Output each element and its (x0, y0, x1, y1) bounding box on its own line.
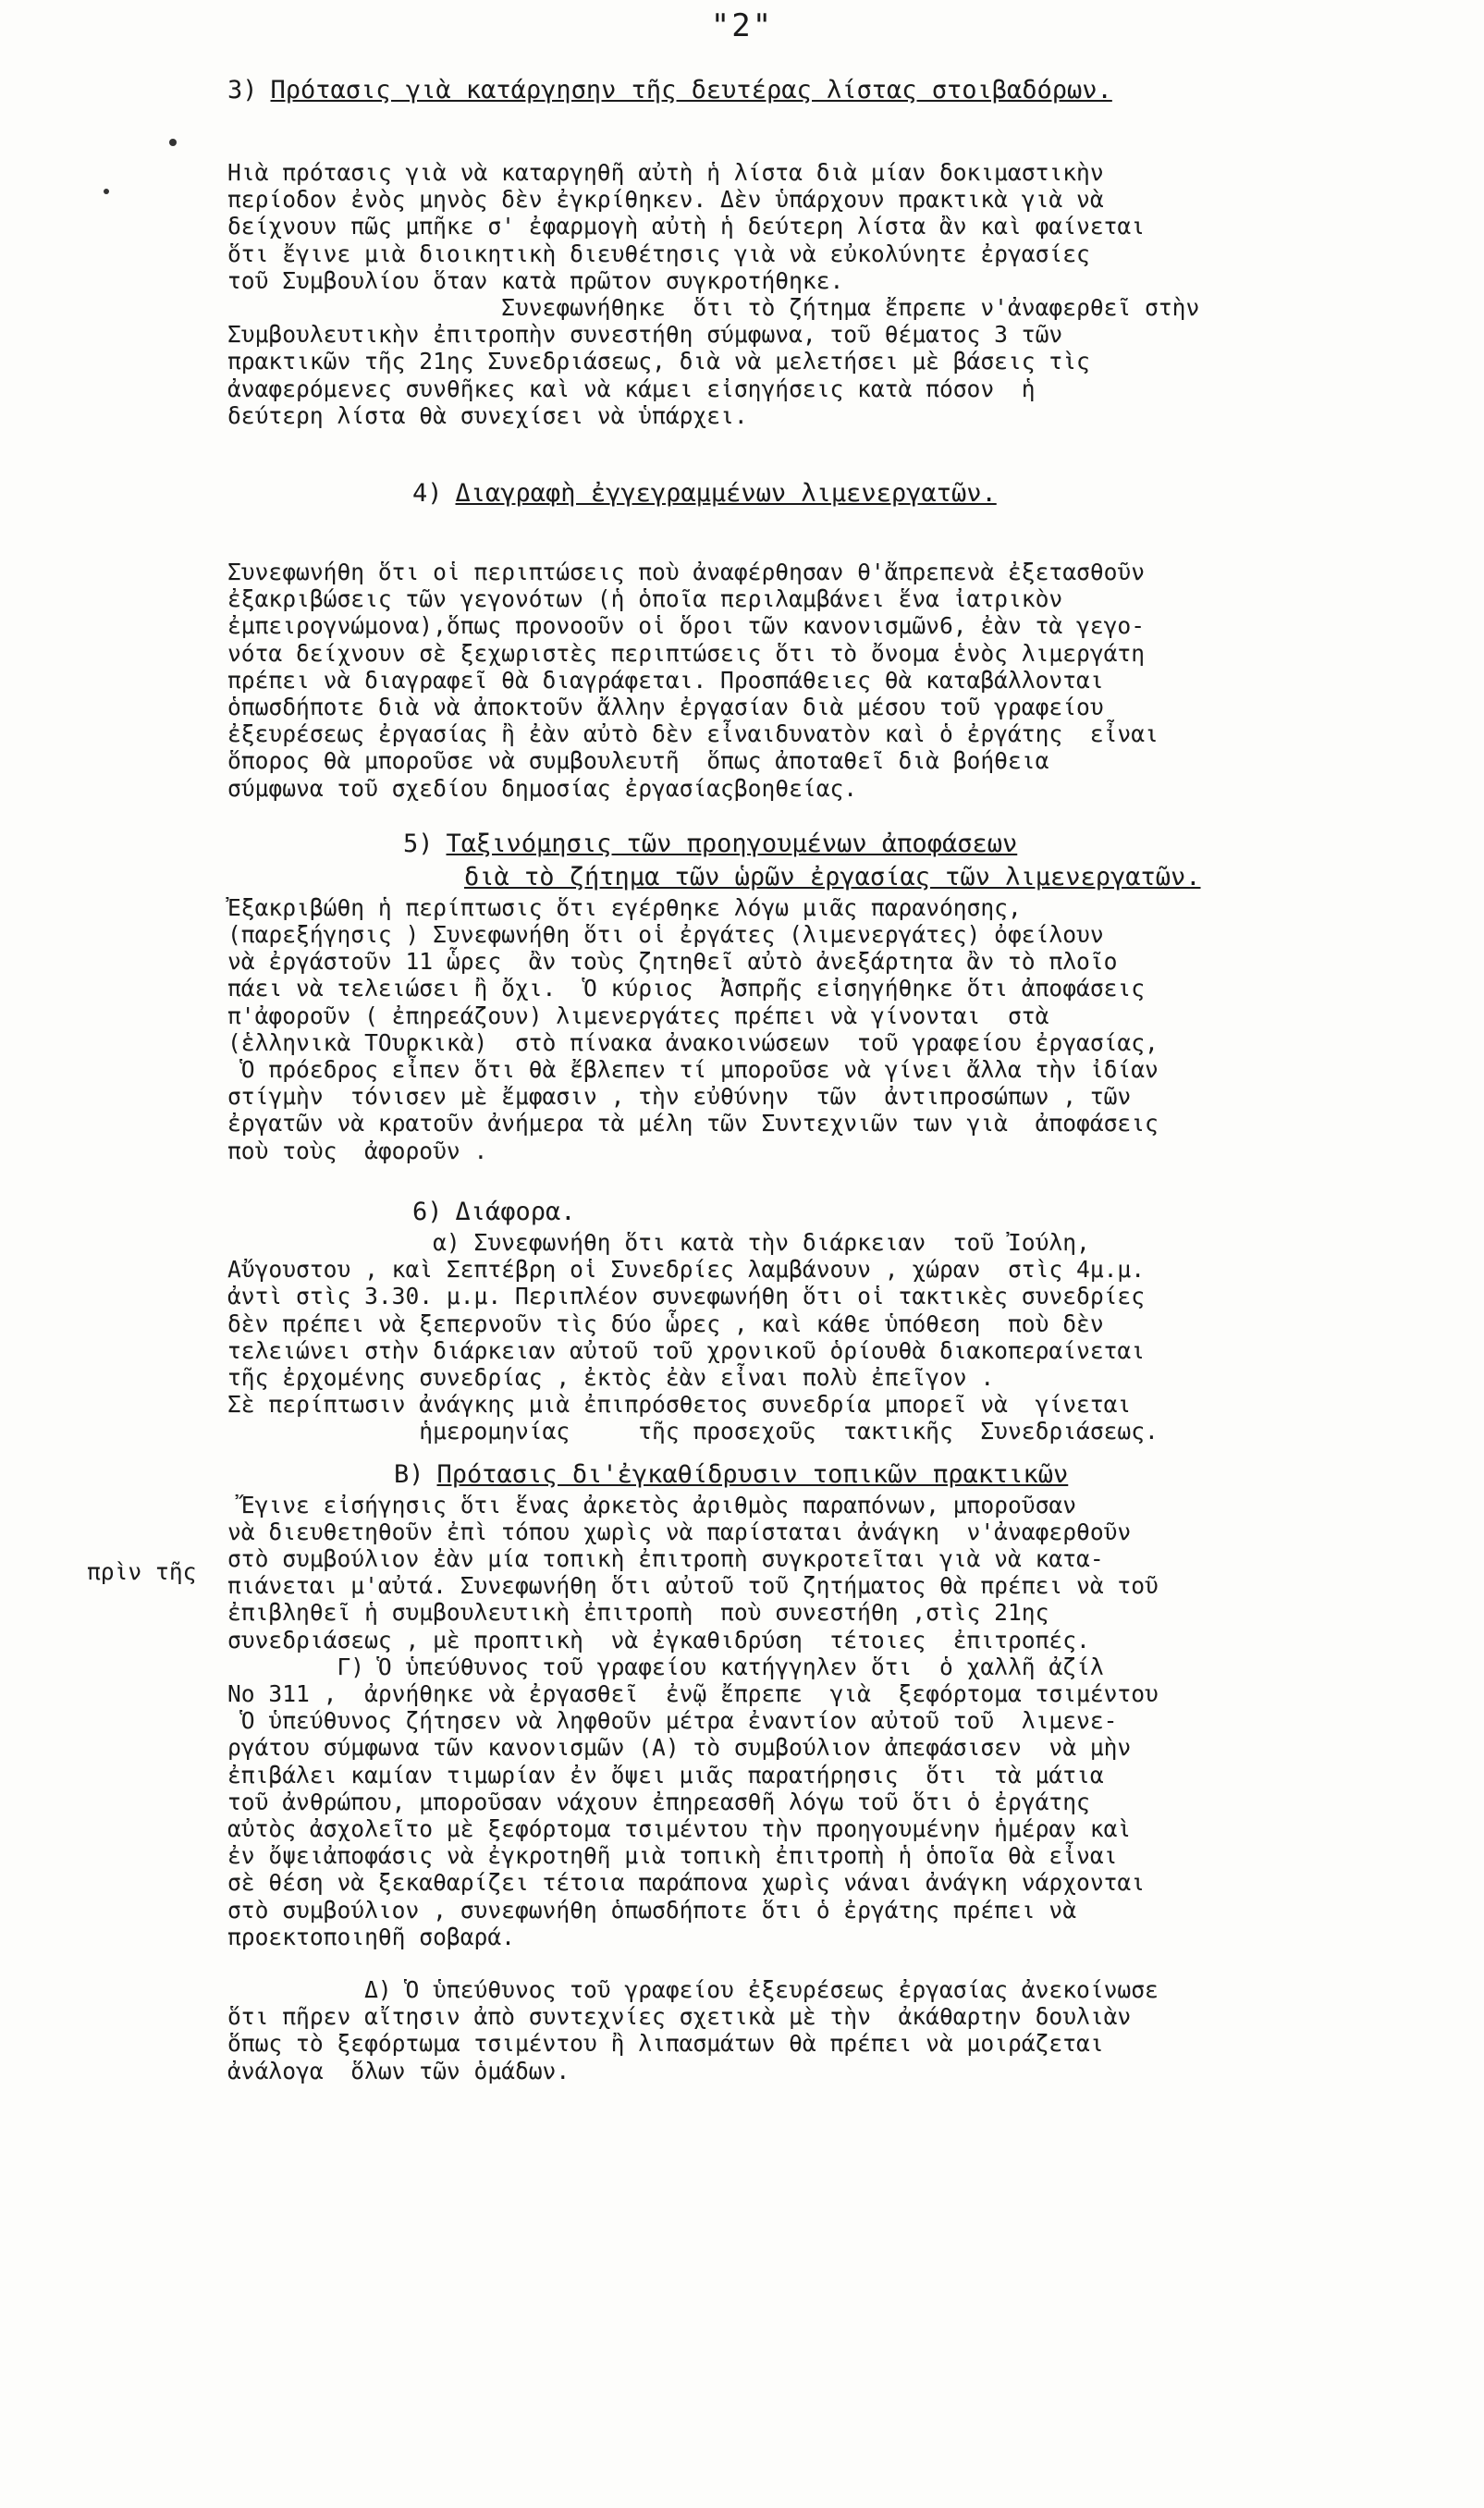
text-line: Αὔγουστου , καὶ Σεπτέβρη οἱ Συνεδρίες λαμβάνουν , χώραν στὶς 4μ.μ. (227, 1256, 1146, 1284)
text-line: Νο 311 , ἀρνήθηκε νὰ ἐργασθεῖ ἐνῷ ἔπρεπε γιὰ ξεφόρτομα τσιμέντου (227, 1679, 1159, 1707)
text-line: Ὁ ὑπεύθυνος ζήτησεν νὰ ληφθοῦν μέτρα ἐναντίον αὐτοῦ τοῦ λιμενε- (227, 1707, 1118, 1735)
text-line: στίγμὴν τόνισεν μὲ ἔμφασιν , τὴν εὐθύνην τῶν ἀντιπροσώπων , τῶν (227, 1083, 1132, 1111)
text-line: ἐν ὄψειἀποφάσις νὰ ἐγκροτηθῆ μιὰ τοπικὴ ἐπιτροπὴ ἡ ὁποῖα θὰ εἶναι (227, 1842, 1118, 1870)
text-line: ἡμερομηνίας τῆς προσεχοῦς τακτικῆς Συνεδριάσεως. (227, 1418, 1159, 1445)
text-line: ἐργατῶν νὰ κρατοῦν ἀνήμερα τὰ μέλη τῶν Συντεχνιῶν των γιὰ ἀποφάσεις (227, 1110, 1159, 1137)
page-number: "2" (710, 7, 774, 44)
text-line: πάει νὰ τελειώσει ἢ ὄχι. Ὁ κύριος Ἀσπρῆς εἰσηγήθηκε ὅτι ἀποφάσεις (227, 975, 1146, 1002)
text-line: Γ) Ὁ ὑπεύθυνος τοῦ γραφείου κατήγγηλεν ὅτι ὁ χαλλῆ ἀζίλ (227, 1653, 1104, 1680)
text-line: π'ἀφοροῦν ( ἐπηρεάζουν) λιμενεργάτες πρέπει νὰ γίνονται στὰ (227, 1002, 1049, 1029)
section-5-heading (227, 828, 1478, 861)
text-line: νὰ ἐργάστοῦν 11 ὧρες ἂν τοὺς ζητηθεῖ αὐτὸ ἀνεξάρτητα ἂν τὸ πλοῖο (227, 948, 1118, 976)
text-line: Ηιὰ πρότασις γιὰ νὰ καταργηθῆ αὐτὴ ἡ λίστα διὰ μίαν δοκιμαστικὴν (227, 159, 1104, 186)
ink-mark (169, 139, 177, 146)
text-line: νότα δείχνουν σὲ ξεχωριστὲς περιπτώσεις ὅτι τὸ ὄνομα ἑνὸς λιμεργάτη (227, 639, 1146, 667)
text-line: Σὲ περίπτωσιν ἀνάγκης μιὰ ἐπιπρόσθετος συνεδρία μπορεῖ νὰ γίνεται (227, 1391, 1132, 1419)
text-line: ἐμπειρογνώμονα),ὅπως προνοοῦν οἱ ὅροι τῶν κανονισμῶν6, ἐὰν τὰ γεγο- (227, 612, 1146, 640)
text-line: σύμφωνα τοῦ σχεδίου δημοσίας ἐργασίαςβοηθείας. (227, 774, 858, 802)
section-3-heading (227, 74, 1478, 107)
text-line: ὅτι ἔγινε μιὰ διοικητικὴ διευθέτησις γιὰ νὰ εὐκολύνητε ἐργασίες (227, 240, 1090, 267)
text-line: δεύτερη λίστα θὰ συνεχίσει νὰ ὑπάρχει. (227, 401, 748, 429)
section-title: Διάφορα. (455, 1197, 576, 1226)
text-line: ἐξευρέσεως ἐργασίας ἢ ἐὰν αὐτὸ δὲν εἶναιδυνατὸν καὶ ὁ ἐργάτης εἶναι (227, 720, 1159, 748)
section-b-body (227, 1492, 1478, 1654)
document-body (227, 74, 1478, 2084)
section-5-heading-line2 (227, 861, 1478, 894)
section-4-body (227, 559, 1478, 802)
text-line: (παρεξήγησις ) Συνεφωνήθη ὅτι οἱ ἐργάτες (λιμενεργάτες) ὀφείλουν (227, 921, 1104, 949)
section-3-body (227, 159, 1478, 429)
text-line: α) Συνεφωνήθη ὅτι κατὰ τὴν διάρκειαν τοῦ Ἰούλη, (227, 1228, 1090, 1256)
text-line: στὸ συμβούλιον ἐὰν μία τοπικὴ ἐπιτροπὴ συγκροτεῖται γιὰ νὰ κατα- (227, 1544, 1104, 1572)
text-line: Συνεφωνήθη ὅτι οἱ περιπτώσεις ποὺ ἀναφέρθησαν θ'ἄπρεπενὰ ἐξετασθοῦν (227, 559, 1146, 586)
text-line: Συμβουλευτικὴν ἐπιτροπὴν συνεστήθη σύμφωνα, τοῦ θέματος 3 τῶν (227, 321, 1063, 349)
text-line: ἀναφερόμενες συνθῆκες καὶ νὰ κάμει εἰσηγήσεις κατὰ πόσον ἡ (227, 375, 1036, 402)
ink-mark (104, 189, 109, 194)
section-number: 4) (412, 479, 443, 509)
text-line: τοῦ ἀνθρώπου, μποροῦσαν νάχουν ἐπηρεασθῆ λόγω τοῦ ὅτι ὁ ἐργάτης (227, 1788, 1090, 1815)
section-title: Ταξινόμησις τῶν προηγουμένων ἀποφάσεων (446, 829, 1018, 858)
text-line: αὐτὸς ἀσχολεῖτο μὲ ξεφόρτομα τσιμέντου τὴν προηγουμένην ἡμέραν καὶ (227, 1814, 1132, 1842)
text-line: πιάνεται μ'αὐτά. Συνεφωνήθη ὅτι αὐτοῦ τοῦ ζητήματος θὰ πρέπει νὰ τοῦ (227, 1572, 1159, 1600)
text-line: τελειώνει στὴν διάρκειαν αὐτοῦ τοῦ χρονικοῦ ὁρίουθὰ διακοπεραίνεται (227, 1336, 1146, 1364)
text-line: πρέπει νὰ διαγραφεῖ θὰ διαγράφεται. Προσπάθειες θὰ καταβάλλονται (227, 666, 1104, 694)
section-title: διὰ τὸ ζήτημα τῶν ὡρῶν ἐργασίας τῶν λιμενεργατῶν. (464, 862, 1201, 891)
text-line: ἐπιβληθεῖ ἡ συμβουλευτικὴ ἐπιτροπὴ ποὺ συνεστήθη ,στὶς 21ης (227, 1599, 1049, 1627)
section-6-body (227, 1229, 1478, 1445)
text-line: Ἔγινε εἰσήγησις ὅτι ἕνας ἀρκετὸς ἀριθμὸς παραπόνων, μποροῦσαν (227, 1491, 1077, 1518)
text-line: στὸ συμβούλιον , συνεφωνήθη ὁπωσδήποτε ὅτι ὁ ἐργάτης πρέπει νὰ (227, 1896, 1077, 1924)
text-line: τοῦ Συμβουλίου ὅταν κατὰ πρῶτον συγκροτήθηκε. (227, 266, 844, 294)
text-line: (ἑλληνικὰ ΤΟυρκικὰ) στὸ πίνακα ἀνακοινώσεων τοῦ γραφείου ἐργασίας, (227, 1028, 1159, 1056)
text-line: ἀνάλογα ὅλων τῶν ὁμάδων. (227, 2057, 570, 2084)
text-line: συνεδριάσεως , μὲ προπτικὴ νὰ ἐγκαθιδρύση τέτοιες ἐπιτροπές. (227, 1626, 1090, 1654)
section-4-heading (227, 477, 1478, 510)
section-title: Πρότασις δι'ἐγκαθίδρυσιν τοπικῶν πρακτικῶν (436, 1459, 1069, 1489)
section-d-body (227, 1976, 1478, 2084)
text-line: δείχνουν πῶς μπῆκε σ' ἐφαρμογὴ αὐτὴ ἡ δεύτερη λίστα ἂν καὶ φαίνεται (227, 213, 1146, 240)
margin-note: πρὶν τῆς (87, 1558, 197, 1585)
text-line: δὲν πρέπει νὰ ξεπερνοῦν τὶς δύο ὧρες , καὶ κάθε ὑπόθεση ποὺ δὲν (227, 1309, 1104, 1337)
text-line: νὰ διευθετηθοῦν ἐπὶ τόπου χωρὶς νὰ παρίσταται ἀνάγκη ν'ἀναφερθοῦν (227, 1518, 1132, 1545)
section-g-body (227, 1654, 1478, 1950)
text-line: πρακτικῶν τῆς 21ης Συνεδριάσεως, διὰ νὰ μελετήσει μὲ βάσεις τὶς (227, 348, 1090, 375)
text-line: σὲ θέση νὰ ξεκαθαρίζει τέτοια παράπονα χωρὶς νάναι ἀνάγκη νάρχονται (227, 1869, 1146, 1897)
text-line: περίοδον ἐνὸς μηνὸς δὲν ἐγκρίθηκεν. Δὲν ὑπάρχουν πρακτικὰ γιὰ νὰ (227, 186, 1104, 214)
section-6-heading (227, 1196, 1478, 1229)
text-line: Συνεφωνήθηκε ὅτι τὸ ζήτημα ἔπρεπε ν'ἀναφερθεῖ στὴν (227, 294, 1200, 322)
text-line: τῆς ἐρχομένης συνεδρίας , ἐκτὸς ἐὰν εἶναι πολὺ ἐπεῖγον . (227, 1363, 995, 1391)
text-line: ὅπως τὸ ξεφόρτωμα τσιμέντου ἢ λιπασμάτων θὰ πρέπει νὰ μοιράζεται (227, 2030, 1104, 2058)
text-line: Δ) Ὁ ὑπεύθυνος τοῦ γραφείου ἐξευρέσεως ἐργασίας ἀνεκοίνωσε (227, 1975, 1159, 2003)
section-title: Πρότασις γιὰ κατάργησην τῆς δευτέρας λίστας στοιβαδόρων. (270, 76, 1112, 104)
text-line: ὅτι πῆρεν αἴτησιν ἀπὸ συντεχνίες σχετικὰ μὲ τὴν ἀκάθαρτην δουλιὰν (227, 2003, 1132, 2031)
text-line: ὅπορος θὰ μποροῦσε νὰ συμβουλευτῆ ὅπως ἀποταθεῖ διὰ βοήθεια (227, 747, 1049, 775)
text-line: ἐπιβάλει καμίαν τιμωρίαν ἐν ὄψει μιᾶς παρατήρησις ὅτι τὰ μάτια (227, 1761, 1104, 1789)
section-b-heading (227, 1458, 1478, 1492)
section-5-body (227, 894, 1478, 1164)
text-line: ὁπωσδήποτε διὰ νὰ ἀποκτοῦν ἄλλην ἐργασίαν διὰ μέσου τοῦ γραφείου (227, 694, 1104, 721)
text-line: ργάτου σύμφωνα τῶν κανονισμῶν (Α) τὸ συμβούλιον ἀπεφάσισεν νὰ μὴν (227, 1734, 1132, 1762)
section-title: Διαγραφὴ ἐγγεγραμμένων λιμενεργατῶν. (455, 479, 997, 509)
text-line: ἐξακριβώσεις τῶν γεγονότων (ἡ ὁποῖα περιλαμβάνει ἕνα ἰατρικὸν (227, 585, 1063, 613)
section-number: 5) (403, 829, 434, 858)
section-number: 6) (412, 1197, 443, 1226)
section-number: 3) (227, 76, 258, 104)
text-line: Ὁ πρόεδρος εἶπεν ὅτι θὰ ἔβλεπεν τί μποροῦσε νὰ γίνει ἄλλα τὴν ἰδίαν (227, 1056, 1159, 1084)
text-line: ἀντὶ στὶς 3.30. μ.μ. Περιπλέον συνεφωνήθη ὅτι οἱ τακτικὲς συνεδρίες (227, 1283, 1146, 1310)
text-line: ποὺ τοὺς ἀφοροῦν . (227, 1137, 488, 1164)
text-line: Ἐξακριβώθη ἡ περίπτωσις ὅτι εγέρθηκε λόγω μιᾶς παρανόησης, (227, 893, 1022, 921)
text-line: προεκτοποιηθῆ σοβαρά. (227, 1923, 515, 1950)
section-number: Β) (394, 1459, 424, 1489)
